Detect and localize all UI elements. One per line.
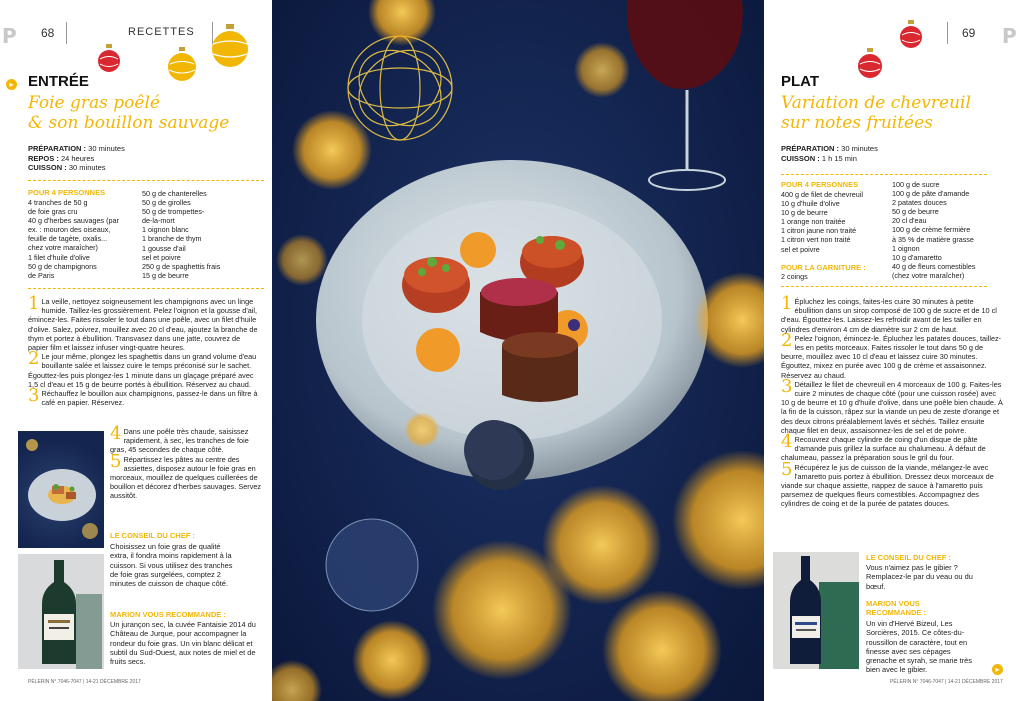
ingredient-item: 100 g de pâte d'amande (892, 189, 970, 199)
step-number: 1 (28, 293, 40, 314)
ingredient-item: 50 g de chanterelles (142, 189, 207, 198)
title-line: sur notes fruitées (781, 113, 933, 133)
rest-value: 24 heures (60, 153, 95, 163)
ingredient-item: 1 filet d'huile d'olive (28, 252, 90, 262)
red-ornament-icon (96, 44, 122, 74)
page-number: 68 (41, 26, 55, 40)
arrow-icon: ▸ (992, 664, 1003, 675)
arrow-icon: ▸ (6, 79, 17, 90)
garnish-label: POUR LA GARNITURE : (781, 263, 866, 272)
ingredient-item: 100 g de crème fermière (892, 225, 971, 235)
yellow-ornament-icon (166, 47, 198, 83)
recipe-meta (781, 144, 878, 163)
cook-value: 30 minutes (68, 163, 106, 172)
ingredient-list (142, 189, 266, 280)
ingredient-item: de foie gras cru (28, 207, 78, 217)
section-label: ENTRÉE (28, 73, 89, 90)
ingredient-item: 100 g de sucre (892, 180, 940, 189)
ingredient-item: 10 g de beurre (781, 208, 828, 218)
step-text: Pelez l'oignon, émincez-le. Épluchez les patates douces, taillez-les en petits morceaux. Faites rissoler le tout dans 50 g de beurre, mouillez avec 10 cl d'eau et laissez cuire 30 minutes. Égouttez, mixez en purée avec 100 g de crème et assaisonnez. Réservez au chaud. (781, 333, 1002, 380)
step-text: Récupérez le jus de cuisson de la viande, mélangez-le avec l'amaretto puis portez à ébullition. Dressez deux morceaux de viande sur chaque assiette, nappez de sauce à l'amaretto puis parsemez de quelques fleurs comestibles. Accompagnez des cylindres de coing et de la purée de patates douces. (781, 462, 994, 509)
step-number: 4 (110, 423, 122, 444)
ingredient-item: 1 gousse d'ail (142, 243, 186, 253)
prep-value: 30 minutes (841, 144, 878, 153)
recipe-step (110, 450, 266, 501)
divider (947, 22, 948, 44)
ingredient-item: sel et poivre (781, 244, 820, 254)
cook-label: CUISSON : (781, 153, 820, 163)
chef-tip-title: LE CONSEIL DU CHEF : (110, 531, 195, 540)
recommendation-text: Un jurançon sec, la cuvée Fantaisie 2014 du Château de Jurque, pour accompagner la rondeur du foie gras. Un vin blanc délicat et subtil du Sud-Ouest, aux notes de miel et de fruits secs. (110, 620, 256, 667)
recipe-meta (28, 144, 125, 173)
step-number: 4 (781, 431, 793, 453)
recipe-step (28, 348, 262, 389)
recipe-step (781, 329, 1003, 380)
step-text: Le jour même, plongez les spaghettis dans un grand volume d'eau bouillante salée et laissez cuire le temps préconisé sur le sachet. Égouttez-les puis plongez-les 1 minute dans un glaçage préparé avec 1,5 cl d'eau et 15 g de beurre portés à ébullition. Réservez au chaud. (28, 352, 257, 389)
servings-label: POUR 4 PERSONNES (28, 188, 106, 197)
prep-label: PRÉPARATION : (28, 144, 87, 153)
recipe-title (781, 93, 971, 133)
step-text: Dans une poêle très chaude, saisissez rapidement, à sec, les tranches de foie gras, 45 secondes de chaque côté. (110, 427, 249, 455)
recipe-step (28, 385, 262, 408)
dish-photo-thumbnail (18, 431, 104, 548)
ingredient-item: 50 g de beurre (892, 207, 939, 217)
dish-photo (272, 0, 764, 701)
divider (781, 174, 987, 175)
ingredient-list (892, 180, 1008, 280)
recommendation-title: MARION VOUS RECOMMANDE : (866, 599, 926, 618)
step-number: 5 (781, 458, 793, 480)
plated-venison-illustration (272, 0, 764, 701)
wine-bottle-illustration (18, 554, 104, 669)
title-line: Variation de chevreuil (781, 93, 971, 113)
page-footer: PÈLERIN N° 7046-7047 | 14-21 DÉCEMBRE 2017 (28, 679, 141, 685)
step-number: 2 (28, 348, 40, 370)
magazine-logo: P (2, 24, 17, 48)
recipe-steps (110, 423, 266, 501)
ingredient-item: 1 oignon (892, 243, 920, 253)
ingredient-item: sel et poivre (142, 252, 181, 262)
plate-illustration (18, 431, 104, 548)
title-line: & son bouillon sauvage (28, 113, 230, 133)
divider (28, 288, 264, 289)
yellow-ornament-icon (209, 24, 251, 68)
ingredient-item: 400 g de filet de chevreuil (781, 190, 863, 199)
recipe-step (781, 293, 1003, 334)
ingredient-item: 1 branche de thym (142, 234, 202, 244)
section-label: PLAT (781, 73, 820, 90)
title-line: Foie gras poêlé (28, 93, 160, 113)
ingredient-item: 250 g de spaghettis frais (142, 261, 221, 271)
step-text: Réchauffez le bouillon aux champignons, passez-le dans un filtre à café en papier. Réservez. (41, 389, 258, 408)
ingredient-list (28, 198, 138, 280)
step-number: 2 (781, 329, 793, 351)
step-number: 1 (781, 293, 793, 314)
chef-tip-text: Vous n'aimez pas le gibier ? Remplacez-le par du veau ou du bœuf. (866, 563, 973, 591)
wine-bottle-photo (773, 552, 859, 669)
ingredient-item: 40 g d'herbes sauvages (par (28, 216, 119, 226)
step-text: La veille, nettoyez soigneusement les champignons avec un linge humide. Taillez-les grossièrement. Pelez l'oignon et la gousse d'ail, émincez-les. Faites rissoler le tout dans une poêle, avec un filet d'huile d'olive. Salez, poivrez, mouillez avec 20 cl d'eau, ajoutez la branche de thym et portez à ébullition. Transvasez dans une jatte, couvrez de papier film et laissez infuser vingt-quatre heures. (28, 297, 258, 353)
chef-tip-text: Choisissez un foie gras de qualité extra, il fondra moins rapidement à la cuisson. Si vous utilisez des tranches de foie gras surgelées, comptez 2 minutes de cuisson de chaque côté. (110, 542, 233, 589)
section-rubric: RECETTES (128, 26, 195, 38)
recipe-step (28, 293, 262, 353)
ingredient-list (781, 190, 893, 254)
recommendation-title: MARION VOUS RECOMMANDE : (110, 610, 226, 619)
ingredient-item: 10 g d'huile d'olive (781, 199, 840, 209)
ingredient-item: ex. : mouron des oiseaux, (28, 225, 111, 235)
ingredient-item: de-la-mort (142, 216, 175, 226)
recipe-steps (781, 293, 1003, 509)
step-text: Épluchez les coings, faites-les cuire 30 minutes à petite ébullition dans un sirop composé de 100 g de sucre et de 10 cl d'eau. Égouttez-les. Laissez-les refroidir avant de les tailler en cylindres d'environ 4 cm de diamètre sur 2 cm de haut. (781, 297, 997, 334)
ingredient-item: 40 g de fleurs comestibles (892, 261, 976, 271)
left-page (0, 0, 272, 701)
step-text: Répartissez les pâtes au centre des assiettes, disposez autour le foie gras en morceaux, mouillez de quelques cuillerées de bouillon et décorez d'herbes sauvages. Servez aussitôt. (110, 454, 262, 501)
right-page (764, 0, 1024, 701)
recipe-steps (28, 293, 262, 408)
prep-label: PRÉPARATION : (781, 144, 840, 153)
divider (28, 180, 264, 181)
chef-tip-title: LE CONSEIL DU CHEF : (866, 553, 951, 562)
red-ornament-icon (856, 48, 884, 80)
recommendation-text: Un vin d'Hervé Bizeul, Les Sorcières, 2015. Ce côtes-du-roussillon de caractère, tout en finesse avec ses cépages grenache et syrah, se marie très bien avec le gibier. (866, 619, 972, 675)
step-number: 5 (110, 450, 122, 472)
ingredient-item: feuille de tagète, oxalis... (28, 234, 108, 244)
step-number: 3 (28, 385, 40, 407)
divider (66, 22, 67, 44)
ingredient-item: chez votre maraîcher) (28, 243, 98, 253)
ingredient-item: 10 g d'amaretto (892, 252, 942, 262)
cook-label: CUISSON : (28, 163, 67, 172)
step-number: 3 (781, 375, 793, 397)
wine-bottle-photo (18, 554, 104, 669)
prep-value: 30 minutes (88, 144, 125, 153)
ingredient-item: 1 oignon blanc (142, 225, 189, 235)
rest-label: REPOS : (28, 153, 59, 163)
garnish-value: 2 coings (781, 272, 808, 281)
wine-bottle-illustration (773, 552, 859, 669)
recipe-step (781, 431, 1003, 463)
ingredient-item: 50 g de champignons (28, 261, 97, 271)
ingredient-item: 15 g de beurre (142, 270, 189, 280)
recipe-step (781, 458, 1003, 509)
page-footer: PÈLERIN N° 7046-7047 | 14-21 DÉCEMBRE 2017 (890, 679, 1003, 685)
red-ornament-icon (898, 20, 924, 50)
divider (781, 286, 987, 287)
servings-label: POUR 4 PERSONNES (781, 180, 859, 189)
ingredient-item: 1 citron jaune non traité (781, 226, 857, 236)
ingredient-item: 1 orange non traitée (781, 217, 846, 227)
magazine-logo: P (1002, 24, 1017, 48)
ingredient-item: 2 patates douces (892, 198, 947, 208)
recipe-step (110, 423, 266, 455)
ingredient-item: (chez votre maraîcher) (892, 270, 965, 280)
page-number: 69 (962, 26, 976, 40)
ingredient-item: à 35 % de matière grasse (892, 234, 974, 244)
step-text: Détaillez le filet de chevreuil en 4 morceaux de 100 g. Faites-les cuire 2 minutes de chaque côté (pour une cuisson rosée) avec 10 g de beurre et 10 g d'huile d'olive, dans une poêle bien chaude. À la fin de la cuisson, râpez sur la viande un peu de zeste d'orange et des deux citrons préalablement lavés et séchés. Taillez ensuite chaque filet en deux, assaisonnez-les de sel et de poivre. (781, 379, 1003, 435)
ingredient-item: 1 citron vert non traité (781, 235, 851, 245)
recipe-title (28, 93, 229, 133)
ingredient-item: 50 g de girolles (142, 198, 191, 208)
cook-value: 1 h 15 min (821, 153, 857, 163)
ingredient-item: de Paris (28, 270, 55, 280)
ingredient-item: 20 cl d'eau (892, 216, 927, 226)
ingredient-item: 50 g de trompettes- (142, 207, 205, 217)
recipe-step (781, 375, 1003, 435)
step-text: Recouvrez chaque cylindre de coing d'un disque de pâte d'amande puis grillez la surface au chalumeau. À défaut de chalumeau, passez la préparation sous le gril du four. (781, 435, 986, 463)
ingredient-item: 4 tranches de 50 g (28, 198, 88, 207)
